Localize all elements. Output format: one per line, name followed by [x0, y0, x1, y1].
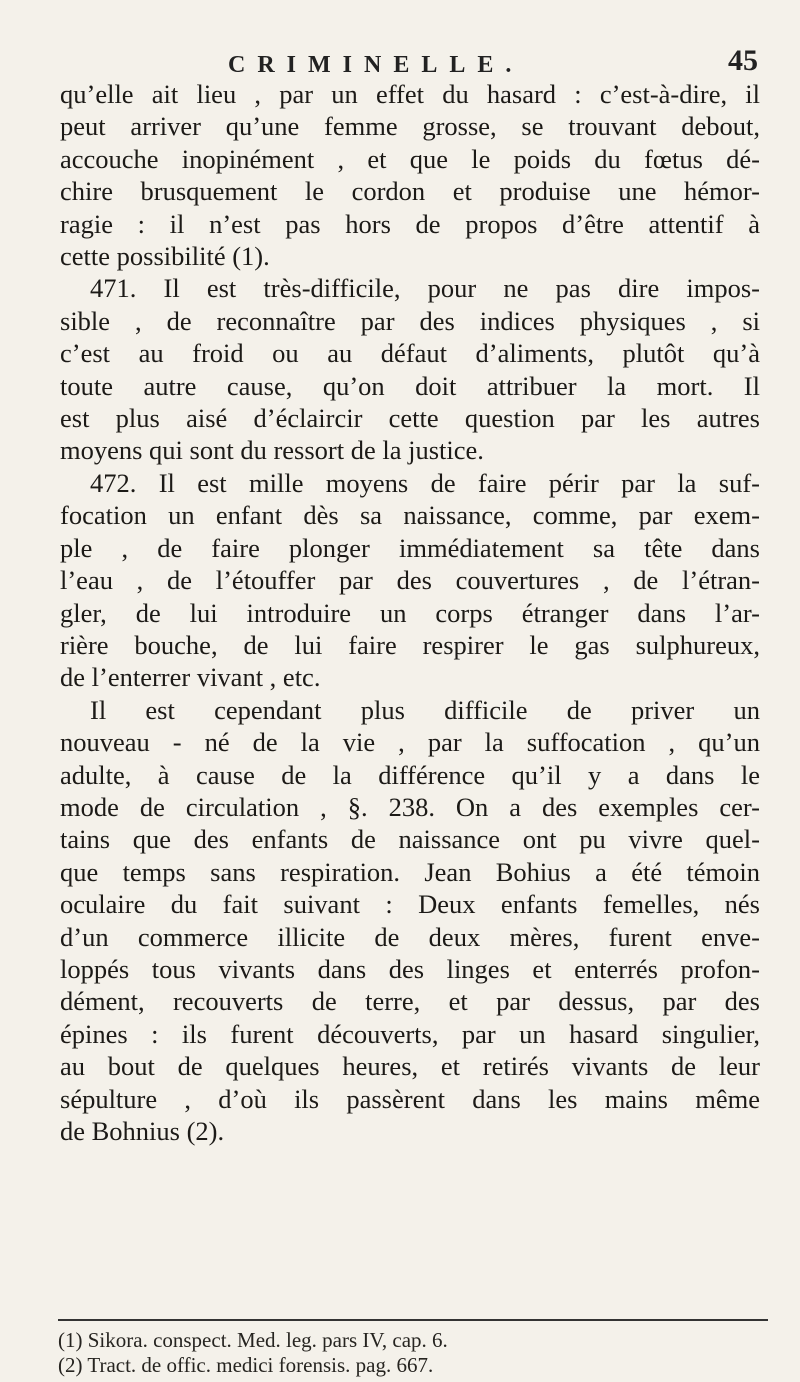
text-line: peut arriver qu’une femme grosse, se trouvant debout, [60, 111, 760, 142]
body-text [60, 78, 760, 1147]
footnote-2: (2) Tract. de offic. medici forensis. pag. 667. [58, 1353, 434, 1377]
text-line: loppés tous vivants dans des linges et enterrés profon- [60, 953, 760, 984]
text-line: chire brusquement le cordon et produise une hémor- [60, 176, 760, 207]
text-line: sépulture , d’où ils passèrent dans les mains même [60, 1083, 760, 1114]
footnotes [58, 1328, 758, 1378]
text-line: qu’elle ait lieu , par un effet du hasard : c’est-à-dire, il [60, 79, 760, 109]
text-line: nouveau - né de la vie , par la suffocation , qu’un [60, 727, 760, 758]
text-line: accouche inopinément , et que le poids du fœtus dé- [60, 143, 760, 174]
text-line: oculaire du fait suivant : Deux enfants femelles, nés [60, 889, 760, 920]
text-line: épines : ils furent découverts, par un hasard singulier, [60, 1018, 760, 1049]
text-line: gler, de lui introduire un corps étranger dans l’ar- [60, 597, 760, 628]
text-line: l’eau , de l’étouffer par des couvertures , de l’étran- [60, 565, 760, 596]
text-line: de Bohnius (2). [60, 1116, 225, 1146]
text-line: ple , de faire plonger immédiatement sa tête dans [60, 532, 760, 563]
footnote-1: (1) Sikora. conspect. Med. leg. pars IV, cap. 6. [58, 1328, 448, 1352]
text-line: d’un commerce illicite de deux mères, furent enve- [60, 921, 760, 952]
running-head: CRIMINELLE. [228, 52, 524, 78]
text-line: de l’enterrer vivant , etc. [60, 662, 321, 693]
page-number: 45 [728, 44, 758, 77]
text-line: que temps sans respiration. Jean Bohius a été témoin [60, 856, 760, 887]
text-line: rière bouche, de lui faire respirer le gas sulphureux, [60, 629, 760, 660]
text-line: au bout de quelques heures, et retirés vivants de leur [60, 1051, 760, 1082]
text-line: moyens qui sont du ressort de la justice. [60, 435, 484, 466]
text-line: tains que des enfants de naissance ont pu vivre quel- [60, 824, 760, 855]
text-line: mode de circulation , §. 238. On a des exemples cer- [60, 791, 760, 822]
text-line: focation un enfant dès sa naissance, comme, par exem- [60, 500, 760, 531]
text-line: cette possibilité (1). [60, 241, 270, 272]
text-line: toute autre cause, qu’on doit attribuer la mort. Il [60, 370, 760, 401]
text-line: 472. Il est mille moyens de faire périr par la suf- [90, 467, 760, 498]
footnote-rule [58, 1319, 768, 1321]
text-line: ragie : il n’est pas hors de propos d’être attentif à [60, 208, 760, 239]
text-line: dément, recouverts de terre, et par dessus, par des [60, 986, 760, 1017]
text-line: sible , de reconnaître par des indices physiques , si [60, 305, 760, 336]
text-line: c’est au froid ou au défaut d’aliments, plutôt qu’à [60, 338, 760, 369]
text-line: 471. Il est très-difficile, pour ne pas dire impos- [90, 273, 760, 304]
text-line: Il est cependant plus difficile de priver un [90, 694, 760, 725]
text-line: adulte, à cause de la différence qu’il y a dans le [60, 759, 760, 790]
text-line: est plus aisé d’éclaircir cette question par les autres [60, 403, 760, 434]
